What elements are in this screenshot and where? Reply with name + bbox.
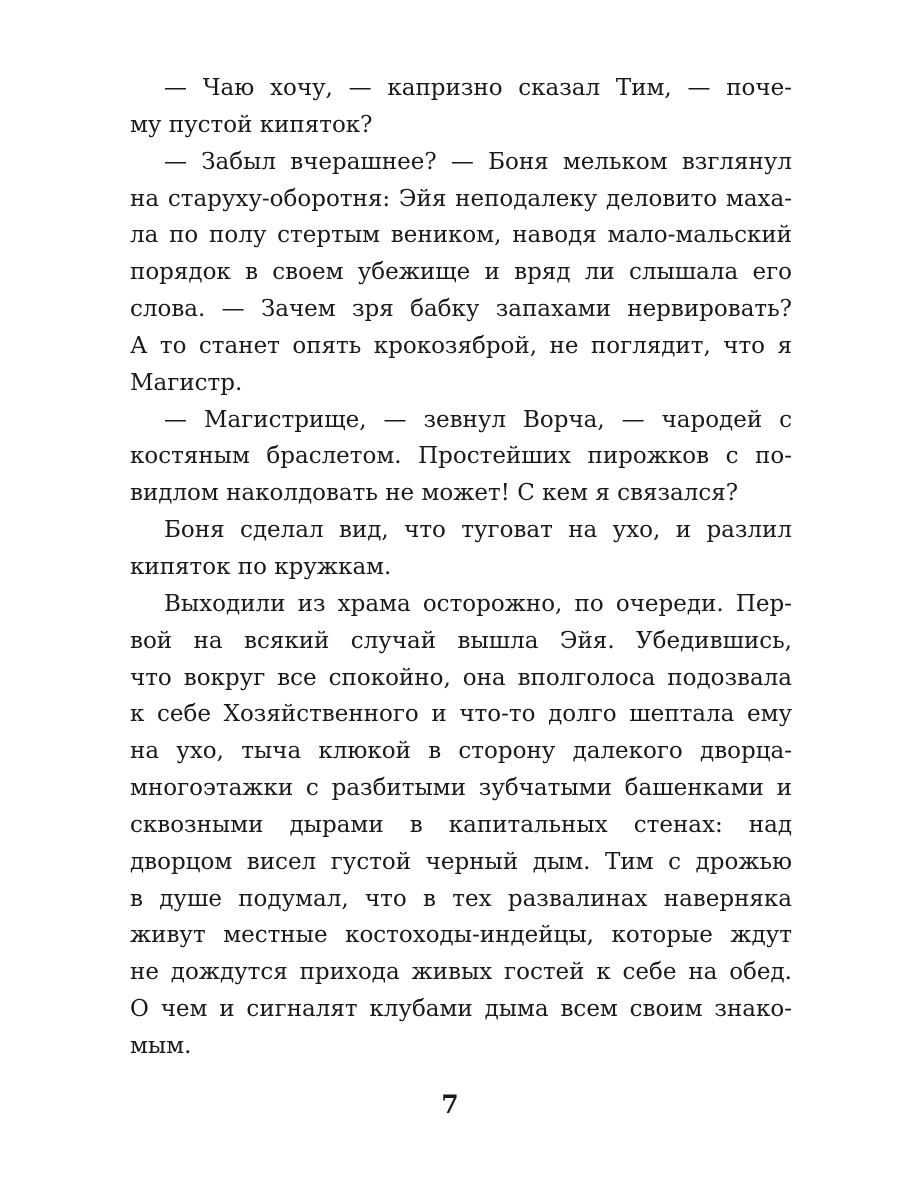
- text-line: дворцом висел густой черный дым. Тим с дрожью: [130, 848, 792, 875]
- text-line: — Забыл вчерашнее? — Боня мельком взглянул: [164, 148, 792, 175]
- text-line: А то станет опять крокозяброй, не поглядит, что я: [130, 332, 792, 359]
- text-line: мым.: [130, 1032, 192, 1059]
- text-line: — Магистрище, — зевнул Ворча, — чародей с: [164, 406, 792, 433]
- text-line: — Чаю хочу, — капризно сказал Тим, — поче-: [164, 75, 792, 101]
- paragraph-2: [130, 144, 792, 402]
- text-line: Боня сделал вид, что туговат на ухо, и разлил: [164, 517, 792, 544]
- text-line: живут местные костоходы-индейцы, которые ждут: [130, 922, 792, 949]
- paragraph-5: [130, 586, 792, 1065]
- text-line: ла по полу стертым веником, наводя мало-мальский: [130, 222, 792, 249]
- text-line: О чем и сигналят клубами дыма всем своим знако-: [130, 996, 792, 1023]
- text-line: не дождутся прихода живых гостей к себе на обед.: [130, 959, 792, 986]
- text-line: видлом наколдовать не может! С кем я связался?: [130, 480, 739, 507]
- text-line: Магистр.: [130, 369, 243, 396]
- text-line: сквозными дырами в капитальных стенах: над: [130, 811, 792, 838]
- paragraph-1: [130, 70, 792, 144]
- text-line: слова. — Зачем зря бабку запахами нервировать?: [130, 296, 792, 323]
- text-line: кипяток по кружкам.: [130, 553, 392, 580]
- text-line: вой на всякий случай вышла Эйя. Убедившись,: [130, 627, 792, 654]
- text-line: в душе подумал, что в тех развалинах наверняка: [130, 885, 792, 912]
- text-line: Выходили из храма осторожно, по очереди. Пер-: [164, 590, 792, 617]
- text-line: костяным браслетом. Простейших пирожков с по-: [130, 443, 792, 470]
- text-line: на старуху-оборотня: Эйя неподалеку деловито маха-: [130, 185, 792, 212]
- paragraph-3: [130, 402, 792, 513]
- text-line: что вокруг все спокойно, она вполголоса подозвала: [130, 664, 792, 691]
- page-number: 7: [441, 1090, 459, 1119]
- text-line: многоэтажки с разбитыми зубчатыми башенками и: [130, 775, 792, 802]
- text-line: порядок в своем убежище и вряд ли слышала его: [130, 259, 792, 286]
- text-line: к себе Хозяйственного и что-то долго шептала ему: [130, 701, 792, 728]
- book-page-text: [130, 70, 792, 1065]
- paragraph-4: [130, 512, 792, 586]
- text-line: му пустой кипяток?: [130, 111, 373, 138]
- text-line: на ухо, тыча клюкой в сторону далекого дворца-: [130, 738, 792, 765]
